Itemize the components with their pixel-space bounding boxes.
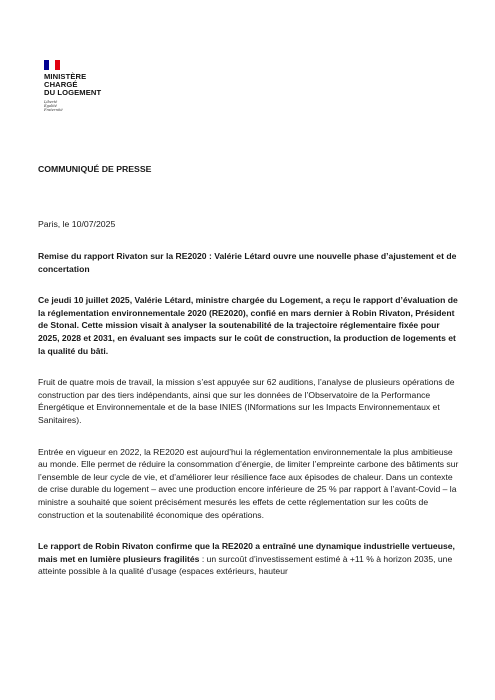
lead-paragraph: Ce jeudi 10 juillet 2025, Valérie Létard, ministre chargée du Logement, a reçu le rapport d’évaluation de la réglementation environnementale 2020 (RE2020), confié en mars dernier à Robin Rivaton, Président de Stonal. Cette mission visait à analyser la soutenabilité de la trajectoire réglementaire fixée pour 2025, 2028 et 2031, en évaluant ses impacts sur le coût de construction, la production de logements et la qualité du bâti. bbox=[38, 295, 458, 356]
ministry-logo bbox=[44, 60, 164, 113]
body-paragraph bbox=[38, 540, 460, 578]
motto-line: Fraternité bbox=[44, 108, 63, 113]
motto-line: Égalité bbox=[44, 104, 57, 109]
republic-motto bbox=[44, 100, 164, 113]
paragraph-text: : un surcoût d’investissement estimé à +11 % à horizon 2035, une atteinte possible à la qualité d’usage (espaces extérieurs, hauteur bbox=[38, 553, 453, 577]
press-release-title: Remise du rapport Rivaton sur la RE2020 : Valérie Létard ouvre une nouvelle phase d’ajustement et de concertation bbox=[38, 251, 457, 274]
ministry-line: CHARGÉ bbox=[44, 80, 78, 90]
ministry-name bbox=[44, 73, 164, 98]
flag-red-stripe bbox=[55, 60, 60, 70]
ministry-line: MINISTÈRE bbox=[44, 72, 87, 81]
body-paragraph: Fruit de quatre mois de travail, la mission s’est appuyée sur 62 auditions, l’analyse de plusieurs opérations de construction par des tiers indépendants, ainsi que sur les données de l’Observatoire de la Performance Énergétique et Environnementale et de la base INIES (INformations sur les Impacts Environnementaux et Sanitaires). bbox=[38, 377, 455, 425]
motto-line: Liberté bbox=[44, 99, 58, 104]
ministry-line: DU LOGEMENT bbox=[44, 88, 102, 98]
paragraph-emphasis: Le rapport de Robin Rivaton confirme que la RE2020 a entraîné une dynamique industrielle vertueuse, mais met en lumière plusieurs fragilités bbox=[38, 541, 455, 564]
document-type-label: COMMUNIQUÉ DE PRESSE bbox=[38, 164, 152, 174]
french-flag-icon bbox=[44, 60, 60, 70]
dateline: Paris, le 10/07/2025 bbox=[38, 219, 116, 229]
press-release-body bbox=[38, 250, 460, 578]
body-paragraph: Entrée en vigueur en 2022, la RE2020 est aujourd’hui la réglementation environnementale la plus ambitieuse au monde. Elle permet de réduire la consommation d’énergie, de limiter l’empreinte carbone des bâtiments sur l’ensemble de leur cycle de vie, et d’améliorer leur résilience face aux épisodes de chaleur. Dans un contexte de crise durable du logement – avec une production encore inférieure de 25 % par rapport à l’avant-Covid – la ministre a souhaité que soient précisément mesurés les effets de cette réglementation sur les coûts de construction et la soutenabilité économique des opérations. bbox=[38, 446, 459, 520]
